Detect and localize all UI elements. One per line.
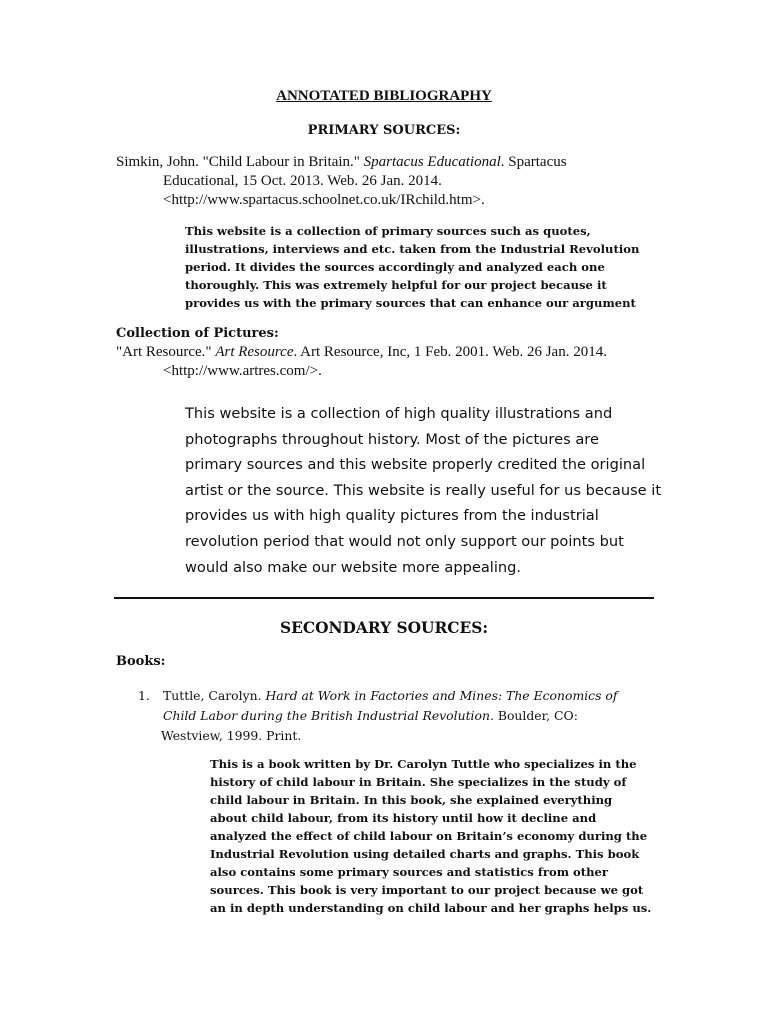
citation-simkin-date: Educational, 15 Oct. 2013. Web. 26 Jan. 2014.	[163, 173, 442, 189]
annotation-simkin	[185, 222, 639, 312]
primary-sources-heading: PRIMARY SOURCES:	[307, 123, 461, 138]
annotation-line: Industrial Revolution using detailed charts and graphs. This book	[210, 847, 640, 861]
citation-tuttle-author: Tuttle, Carolyn.	[163, 688, 266, 703]
annotation-line: child labour in Britain. In this book, she explained everything	[210, 793, 613, 807]
annotation-tuttle	[210, 755, 651, 917]
citation-simkin-site: Spartacus Educational	[363, 154, 501, 170]
annotation-line: would also make our website more appealing.	[185, 558, 522, 576]
citation-simkin-author: Simkin, John. "Child Labour in Britain."	[116, 154, 364, 170]
annotation-line: sources. This book is very important to our project because we got	[210, 883, 644, 897]
annotation-line: thoroughly. This was extremely helpful for our project because it	[185, 278, 607, 292]
section-divider	[114, 597, 654, 599]
annotation-line: period. It divides the sources accordingly and analyzed each one	[185, 260, 605, 274]
document-title: ANNOTATED BIBLIOGRAPHY	[276, 88, 492, 104]
annotation-line: This website is a collection of primary sources such as quotes,	[185, 224, 591, 238]
annotation-line: provides us with high quality pictures from the industrial	[185, 507, 599, 525]
annotation-art-resource	[185, 401, 661, 580]
books-label: Books:	[116, 654, 166, 669]
secondary-sources-heading: SECONDARY SOURCES:	[279, 619, 489, 637]
annotation-line: primary sources and this website properly credited the original	[185, 456, 646, 474]
citation-tuttle-title-cont: Child Labor during the British Industrial Revolution	[163, 708, 490, 723]
citation-art-publisher: . Art Resource, Inc, 1 Feb. 2001. Web. 26 Jan. 2014.	[293, 344, 607, 360]
citation-simkin	[116, 153, 676, 210]
citation-tuttle	[138, 686, 617, 746]
annotation-line: This website is a collection of high quality illustrations and	[185, 405, 613, 422]
citation-art-site: Art Resource	[215, 344, 294, 360]
annotation-line: illustrations, interviews and etc. taken from the Industrial Revolution	[185, 242, 640, 256]
annotation-line: history of child labour in Britain. She specializes in the study of	[210, 775, 627, 789]
citation-tuttle-place: . Boulder, CO:	[489, 708, 578, 723]
annotation-line: also contains some primary sources and statistics from other	[210, 865, 608, 879]
citation-art-resource	[116, 343, 676, 381]
citation-art-title: "Art Resource."	[116, 344, 216, 360]
annotation-line: revolution period that would not only support our points but	[185, 532, 624, 550]
annotation-line: artist or the source. This website is really useful for us because it	[185, 481, 662, 499]
annotation-line: This is a book written by Dr. Carolyn Tuttle who specializes in the	[210, 757, 637, 771]
annotation-line: analyzed the effect of child labour on Britain’s economy during the	[210, 829, 648, 843]
list-number: 1.	[138, 688, 150, 703]
annotation-line: photographs throughout history. Most of the pictures are	[185, 430, 599, 448]
citation-tuttle-publisher: Westview, 1999. Print.	[161, 728, 302, 743]
citation-art-url: <http://www.artres.com/>.	[163, 363, 322, 379]
citation-simkin-url: <http://www.spartacus.schoolnet.co.uk/IRchild.htm>.	[163, 192, 485, 208]
citation-simkin-publisher: . Spartacus	[500, 154, 567, 170]
annotation-line: an in depth understanding on child labour and her graphs helps us.	[210, 901, 652, 915]
annotation-line: about child labour, from its history until how it decline and	[210, 811, 597, 825]
annotation-line: provides us with the primary sources that can enhance our argument	[185, 296, 636, 310]
citation-tuttle-title: Hard at Work in Factories and Mines: The Economics of	[265, 688, 618, 703]
collection-of-pictures-label: Collection of Pictures:	[116, 326, 279, 341]
